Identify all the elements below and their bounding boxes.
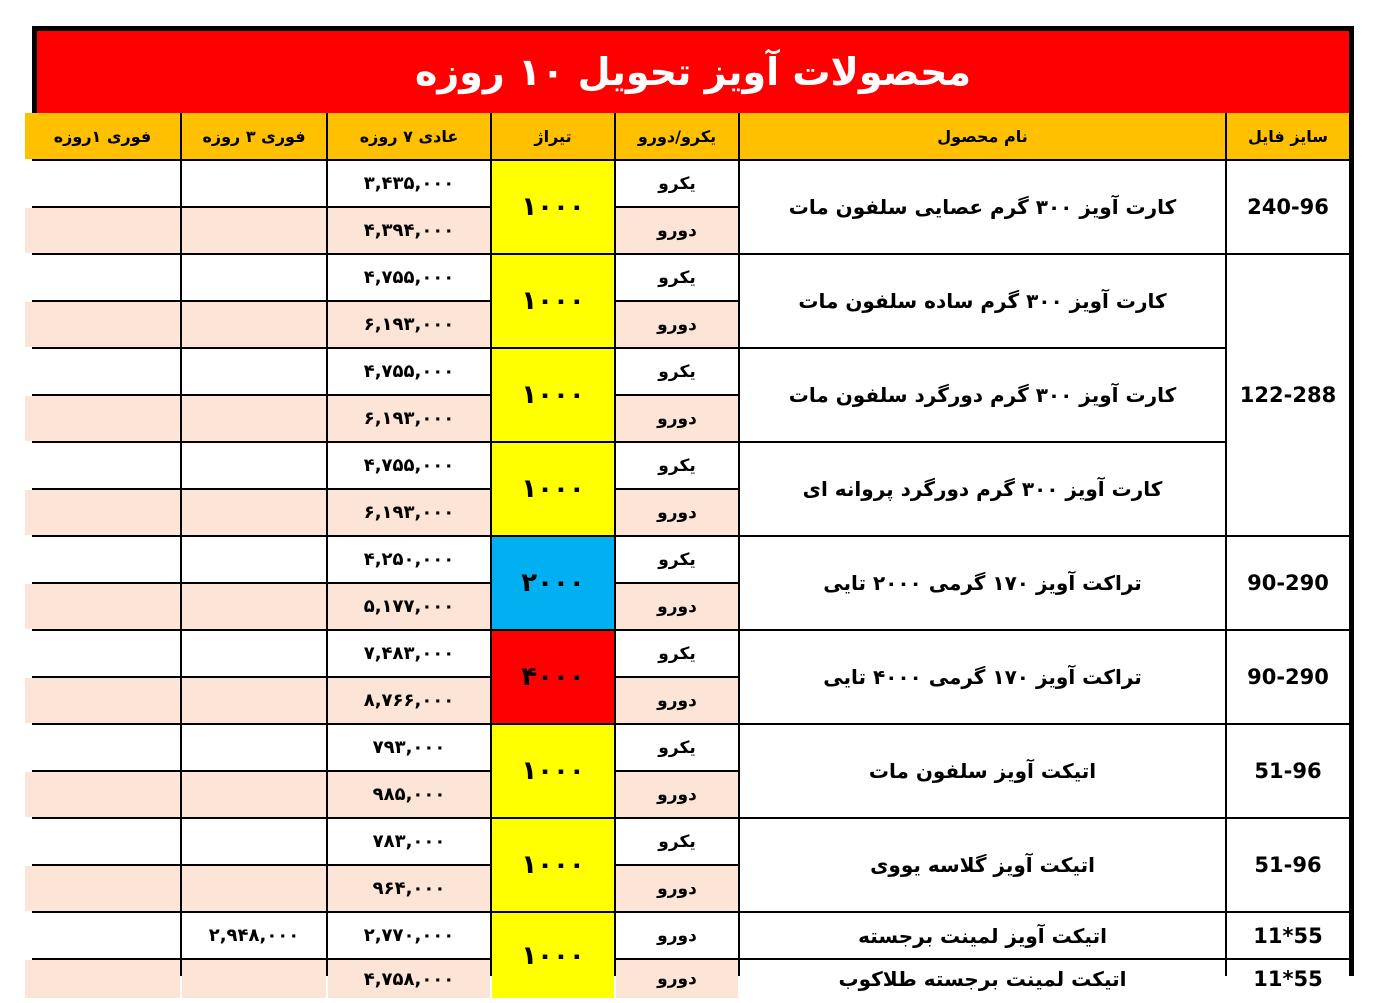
- product-name-cell: تراکت آویز ۱۷۰ گرمی ۴۰۰۰ تایی: [740, 631, 1225, 723]
- price-express-1-cell: [25, 537, 180, 582]
- price-normal-cell: ۶,۱۹۳,۰۰۰: [328, 396, 490, 441]
- price-normal-cell: ۴,۷۵۵,۰۰۰: [328, 443, 490, 488]
- circulation-cell: ۱۰۰۰: [492, 443, 614, 535]
- sides-cell: دورو: [616, 913, 738, 958]
- price-express-3-cell: [182, 631, 326, 676]
- file-size-cell: 122-288: [1227, 255, 1349, 535]
- sides-cell: دورو: [616, 772, 738, 817]
- sides-cell: یکرو: [616, 819, 738, 864]
- file-size-cell: 51-96: [1227, 819, 1349, 911]
- price-express-3-cell: [182, 960, 326, 998]
- price-normal-cell: ۶,۱۹۳,۰۰۰: [328, 302, 490, 347]
- sides-cell: یکرو: [616, 443, 738, 488]
- file-size-cell: 90-290: [1227, 631, 1349, 723]
- price-normal-cell: ۹۸۵,۰۰۰: [328, 772, 490, 817]
- circulation-cell: ۱۰۰۰: [492, 725, 614, 817]
- price-normal-cell: ۶,۱۹۳,۰۰۰: [328, 490, 490, 535]
- price-express-1-cell: [25, 725, 180, 770]
- product-name-cell: اتیکت آویز گلاسه یووی: [740, 819, 1225, 911]
- file-size-cell: 240-96: [1227, 161, 1349, 253]
- price-express-3-cell: [182, 772, 326, 817]
- sides-cell: یکرو: [616, 161, 738, 206]
- price-express-1-cell: [25, 819, 180, 864]
- price-express-3-cell: [182, 866, 326, 911]
- sides-cell: دورو: [616, 490, 738, 535]
- price-express-1-cell: [25, 255, 180, 300]
- price-express-1-cell: [25, 584, 180, 629]
- circulation-cell: ۲۰۰۰: [492, 537, 614, 629]
- sides-cell: یکرو: [616, 631, 738, 676]
- price-normal-cell: ۷,۴۸۳,۰۰۰: [328, 631, 490, 676]
- circulation-cell: ۱۰۰۰: [492, 349, 614, 441]
- circulation-cell: ۱۰۰۰: [492, 819, 614, 911]
- sides-cell: دورو: [616, 866, 738, 911]
- product-name-cell: اتیکت لمینت برجسته طلاکوب: [740, 960, 1225, 998]
- sides-cell: دورو: [616, 302, 738, 347]
- file-size-cell: 90-290: [1227, 537, 1349, 629]
- circulation-cell: ۱۰۰۰: [492, 913, 614, 998]
- product-name-cell: کارت آویز ۳۰۰ گرم عصایی سلفون مات: [740, 161, 1225, 253]
- header-express-3-day: فوری ۳ روزه: [182, 113, 326, 159]
- circulation-cell: ۱۰۰۰: [492, 161, 614, 253]
- price-express-1-cell: [25, 349, 180, 394]
- circulation-cell: ۱۰۰۰: [492, 255, 614, 347]
- header-product-name: نام محصول: [740, 113, 1225, 159]
- sides-cell: یکرو: [616, 725, 738, 770]
- price-normal-cell: ۴,۳۹۴,۰۰۰: [328, 208, 490, 253]
- product-name-cell: تراکت آویز ۱۷۰ گرمی ۲۰۰۰ تایی: [740, 537, 1225, 629]
- price-express-3-cell: [182, 349, 326, 394]
- price-express-1-cell: [25, 960, 180, 998]
- page-title: محصولات آویز تحویل ۱۰ روزه: [37, 31, 1349, 113]
- price-table-frame: [32, 26, 1354, 991]
- price-normal-cell: ۴,۷۵۵,۰۰۰: [328, 349, 490, 394]
- sides-cell: دورو: [616, 584, 738, 629]
- price-table: [37, 113, 1349, 991]
- price-express-3-cell: [182, 537, 326, 582]
- sides-cell: دورو: [616, 396, 738, 441]
- price-express-1-cell: [25, 208, 180, 253]
- header-express-1-day: فوری ۱روزه: [25, 113, 180, 159]
- product-name-cell: اتیکت آویز لمینت برجسته: [740, 913, 1225, 958]
- header-circulation: تیراژ: [492, 113, 614, 159]
- product-name-cell: اتیکت آویز سلفون مات: [740, 725, 1225, 817]
- price-express-3-cell: ۲,۹۴۸,۰۰۰: [182, 913, 326, 958]
- sides-cell: دورو: [616, 678, 738, 723]
- price-express-1-cell: [25, 772, 180, 817]
- sides-cell: یکرو: [616, 537, 738, 582]
- sides-cell: یکرو: [616, 255, 738, 300]
- price-normal-cell: ۲,۷۷۰,۰۰۰: [328, 913, 490, 958]
- price-express-3-cell: [182, 208, 326, 253]
- price-express-1-cell: [25, 396, 180, 441]
- price-express-3-cell: [182, 302, 326, 347]
- price-express-1-cell: [25, 490, 180, 535]
- header-sides: یکرو/دورو: [616, 113, 738, 159]
- price-express-3-cell: [182, 819, 326, 864]
- price-normal-cell: ۹۶۴,۰۰۰: [328, 866, 490, 911]
- price-normal-cell: ۴,۲۵۰,۰۰۰: [328, 537, 490, 582]
- price-normal-cell: ۴,۷۵۵,۰۰۰: [328, 255, 490, 300]
- product-name-cell: کارت آویز ۳۰۰ گرم ساده سلفون مات: [740, 255, 1225, 347]
- price-express-1-cell: [25, 866, 180, 911]
- price-express-3-cell: [182, 443, 326, 488]
- price-express-3-cell: [182, 584, 326, 629]
- price-express-3-cell: [182, 161, 326, 206]
- header-file-size: سایز فایل: [1227, 113, 1349, 159]
- price-express-1-cell: [25, 631, 180, 676]
- price-normal-cell: ۳,۴۳۵,۰۰۰: [328, 161, 490, 206]
- price-express-3-cell: [182, 396, 326, 441]
- price-express-1-cell: [25, 302, 180, 347]
- price-express-3-cell: [182, 678, 326, 723]
- header-normal-7-day: عادی ۷ روزه: [328, 113, 490, 159]
- product-name-cell: کارت آویز ۳۰۰ گرم دورگرد پروانه ای: [740, 443, 1225, 535]
- price-express-1-cell: [25, 678, 180, 723]
- file-size-cell: 11*55: [1227, 960, 1349, 998]
- sides-cell: دورو: [616, 208, 738, 253]
- price-express-1-cell: [25, 443, 180, 488]
- file-size-cell: 11*55: [1227, 913, 1349, 958]
- sides-cell: دورو: [616, 960, 738, 998]
- price-express-3-cell: [182, 490, 326, 535]
- price-normal-cell: ۸,۷۶۶,۰۰۰: [328, 678, 490, 723]
- price-normal-cell: ۴,۷۵۸,۰۰۰: [328, 960, 490, 998]
- price-normal-cell: ۵,۱۷۷,۰۰۰: [328, 584, 490, 629]
- product-name-cell: کارت آویز ۳۰۰ گرم دورگرد سلفون مات: [740, 349, 1225, 441]
- circulation-cell: ۴۰۰۰: [492, 631, 614, 723]
- price-normal-cell: ۷۹۳,۰۰۰: [328, 725, 490, 770]
- price-express-1-cell: [25, 161, 180, 206]
- sides-cell: یکرو: [616, 349, 738, 394]
- file-size-cell: 51-96: [1227, 725, 1349, 817]
- price-express-3-cell: [182, 725, 326, 770]
- price-express-3-cell: [182, 255, 326, 300]
- price-express-1-cell: [25, 913, 180, 958]
- price-normal-cell: ۷۸۳,۰۰۰: [328, 819, 490, 864]
